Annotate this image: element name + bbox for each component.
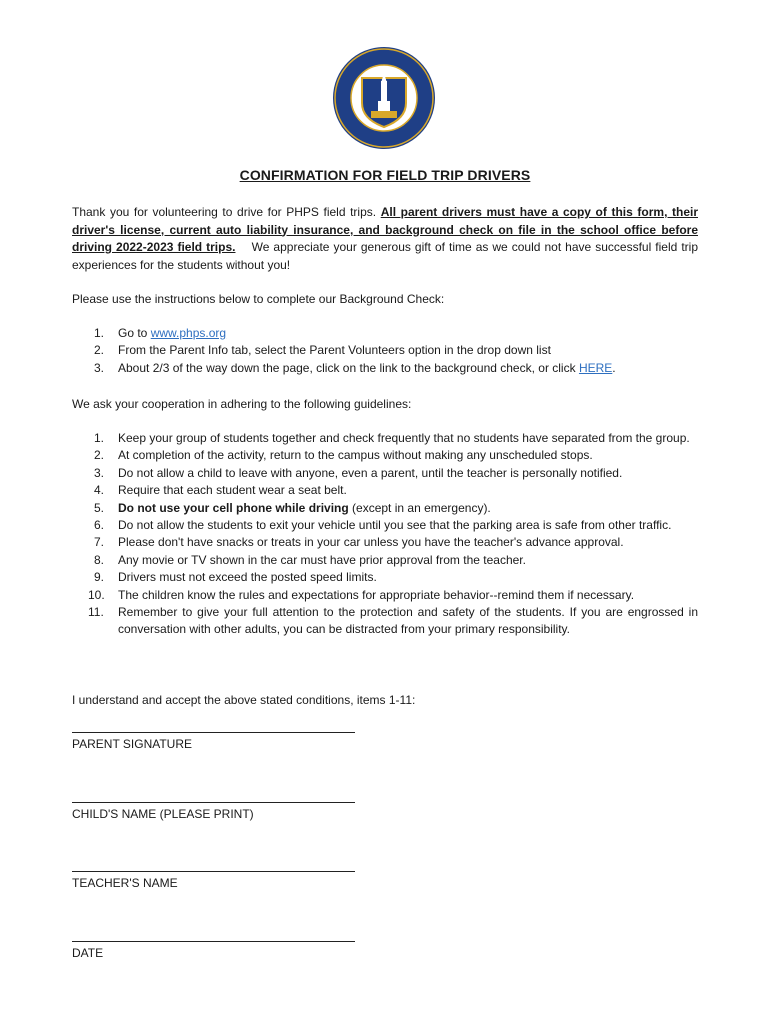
signature-line (72, 732, 355, 733)
signature-label: TEACHER'S NAME (72, 876, 178, 890)
intro-requirement: All parent drivers must have a copy of this form, their driver's license, current auto liability insurance, and background check on file in the school office before driving 2022-2023 field trips. (72, 205, 698, 254)
instructions-list (72, 325, 698, 377)
list-item (72, 430, 698, 447)
list-item (72, 500, 698, 517)
parent-signature-field[interactable] (72, 732, 372, 751)
list-item (72, 587, 698, 604)
list-number: 8. (94, 552, 105, 567)
intro-lead: Thank you for volunteering to drive for PHPS field trips. (72, 205, 377, 219)
accept-statement: I understand and accept the above stated conditions, items 1-11: (72, 693, 416, 707)
list-item-bold: Do not use your cell phone while driving (118, 500, 349, 515)
phps-website-link[interactable]: www.phps.org (150, 326, 227, 340)
signature-line (72, 871, 355, 872)
list-item (72, 604, 698, 639)
guidelines-list (72, 430, 698, 639)
list-item-text: (except in an emergency). (348, 500, 491, 515)
instructions-heading: Please use the instructions below to complete our Background Check: (72, 292, 445, 306)
list-item-text: Go to (118, 326, 148, 340)
list-item-text: About 2/3 of the way down the page, click on the link to the background check, or click (118, 360, 576, 375)
list-number: 10. (88, 587, 105, 602)
child-name-field[interactable] (72, 802, 372, 821)
date-field[interactable] (72, 941, 372, 960)
list-item (72, 517, 698, 534)
list-item (72, 569, 698, 586)
signature-label: DATE (72, 946, 104, 960)
intro-paragraph (72, 204, 698, 274)
list-item-text: Drivers must not exceed the posted speed limits. (118, 570, 377, 585)
list-item-text: From the Parent Info tab, select the Parent Volunteers option in the drop down list (118, 343, 551, 358)
list-number: 4. (94, 483, 105, 498)
list-number: 6. (94, 518, 105, 533)
teacher-name-field[interactable] (72, 871, 372, 890)
list-number: 11. (88, 605, 104, 620)
list-item-text: Keep your group of students together and check frequently that no students have separated from the group. (118, 431, 690, 445)
list-number: 2. (94, 448, 105, 463)
list-number: 1. (94, 431, 105, 445)
signature-label: CHILD'S NAME (PLEASE PRINT) (72, 807, 254, 821)
list-number: 9. (94, 570, 105, 585)
list-number: 5. (94, 500, 105, 515)
list-item (72, 482, 698, 499)
list-number: 7. (94, 535, 105, 550)
guidelines-heading: We ask your cooperation in adhering to the following guidelines: (72, 397, 412, 411)
list-number: 3. (94, 360, 105, 375)
list-item-text: Do not allow a child to leave with anyone, even a parent, until the teacher is personally notified. (118, 465, 623, 480)
list-item (72, 360, 698, 377)
school-seal-logo (331, 45, 437, 151)
signature-label: PARENT SIGNATURE (72, 737, 193, 751)
signature-line (72, 802, 355, 803)
list-item-suffix: . (612, 360, 616, 375)
background-check-link[interactable]: HERE (578, 360, 613, 375)
list-item (72, 342, 698, 359)
list-item (72, 552, 698, 569)
list-item-text: At completion of the activity, return to the campus without making any unscheduled stops. (118, 448, 593, 463)
signature-line (72, 941, 355, 942)
list-item (72, 534, 698, 551)
form-title: CONFIRMATION FOR FIELD TRIP DRIVERS (239, 167, 531, 183)
list-item-text: Do not allow the students to exit your vehicle until you see that the parking area is safe from other traffic. (118, 518, 672, 533)
list-item (72, 325, 698, 342)
list-number: 2. (94, 343, 105, 358)
list-item (72, 465, 698, 482)
list-item-text: The children know the rules and expectations for appropriate behavior--remind them if necessary. (118, 587, 635, 602)
list-number: 3. (94, 465, 105, 480)
list-item-text: Remember to give your full attention to the protection and safety of the students. If you are engrossed in conversation with other adults, you can be distracted from your primary responsibility. (118, 605, 698, 637)
list-item-text: Please don't have snacks or treats in your car unless you have the teacher's advance approval. (118, 535, 624, 550)
list-item (72, 447, 698, 464)
list-item-text: Require that each student wear a seat belt. (118, 483, 347, 498)
list-number: 1. (94, 326, 105, 340)
intro-tail: We appreciate your generous gift of time as we could not have successful field trip experiences for the students without you! (72, 240, 698, 272)
list-item-text: Any movie or TV shown in the car must have prior approval from the teacher. (118, 552, 526, 567)
